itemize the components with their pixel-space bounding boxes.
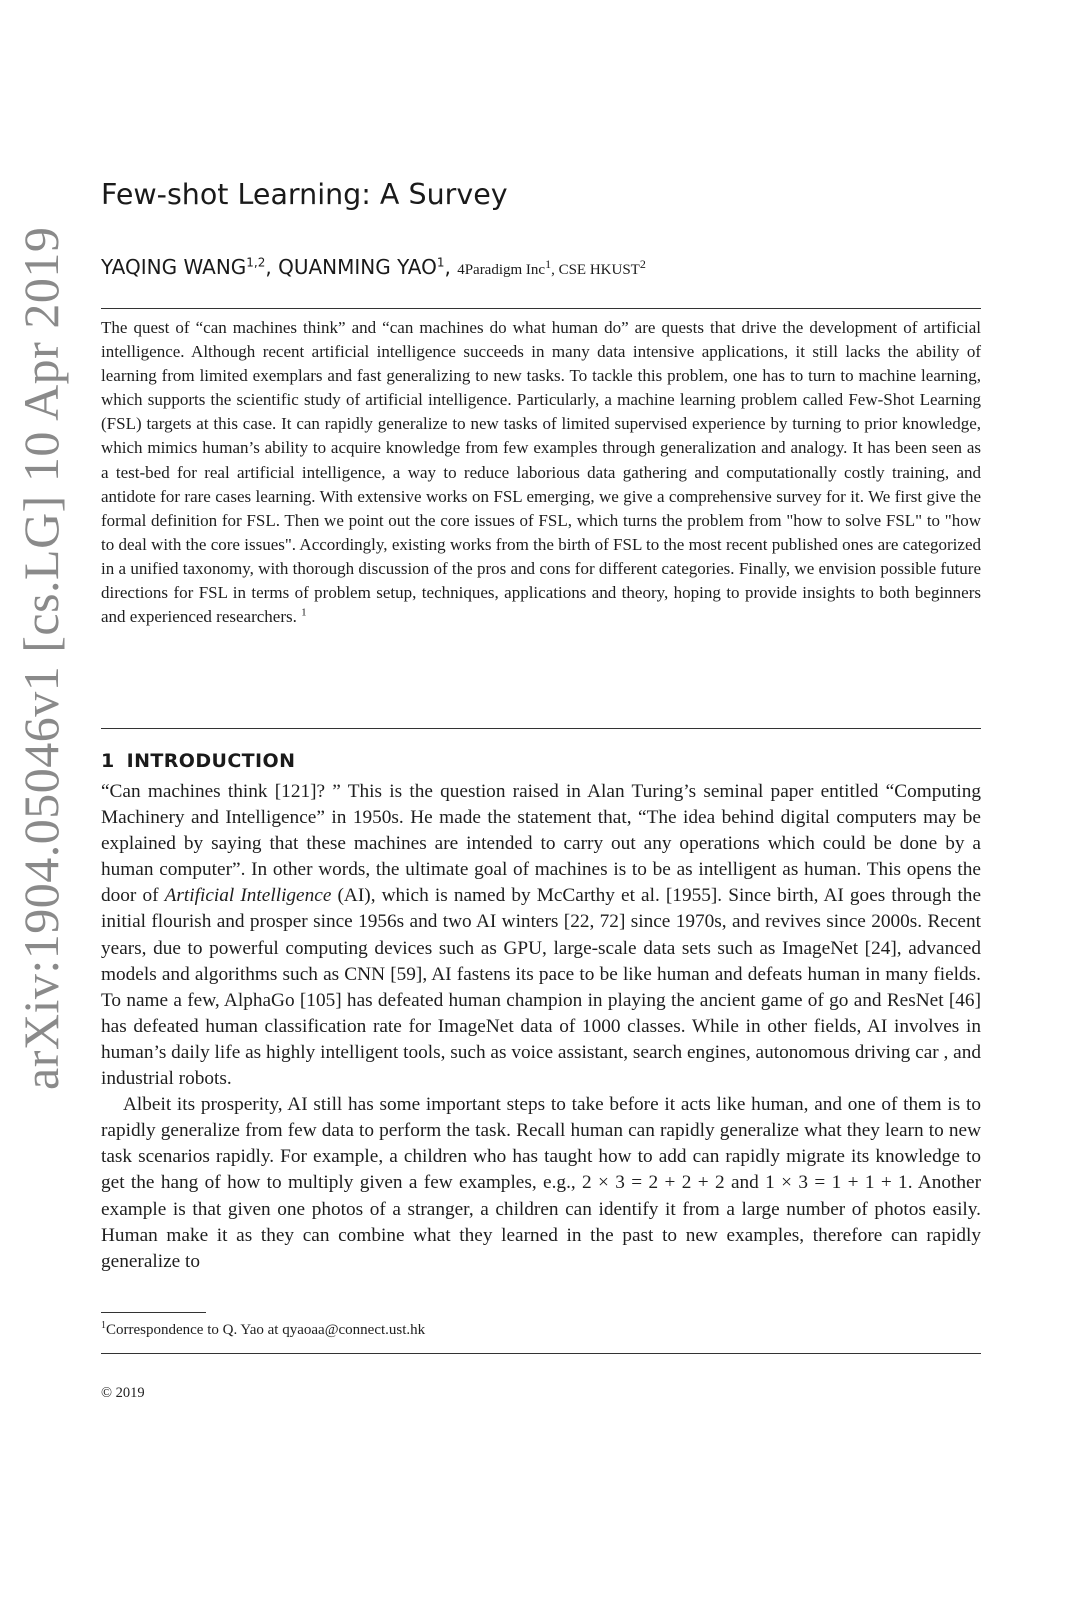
author-separator: , [265, 255, 279, 279]
body-paragraph: Albeit its prosperity, AI still has some important steps to take before it acts like human, and one of them is to rapidly generalize from few data to perform the task. Recall human can rapidly generalize what they learn to new task scenarios rapidly. For example, a children who has taught how to add can rapidly migrate its knowledge to get the hang of how to multiply given a few examples, e.g., 2 × 3 = 2 + 2 + 2 and 1 × 3 = 1 + 1 + 1. Another example is that given one photos of a stranger, a children can identify it from a large number of photos easily. Human make it as they can combine what they learned in the past to new examples, therefore can rapidly generalize to [101, 1094, 981, 1272]
abstract-text: The quest of “can machines think” and “can machines do what human do” are quests that drive the development of artificial intelligence. Although recent artificial intelligence succeeds in many data intensive applications, it still lacks the ability of learning from limited exemplars and fast generalizing to new tasks. To tackle this problem, one has to turn to machine learning, which supports the scientific study of artificial intelligence. Particularly, a machine learning problem called Few-Shot Learning (FSL) targets at this case. It can rapidly generalize to new tasks of limited supervised experience by turning to prior knowledge, which mimics human’s ability to acquire knowledge from few examples through generalization and analogy. It has been seen as a test-bed for real artificial intelligence, a way to reduce laborious data gathering and computationally costly training, and antidote for rare cases learning. With extensive works on FSL emerging, we give a comprehensive survey for it. We first give the formal definition for FSL. Then we point out the core issues of FSL, which turns the problem from "how to solve FSL" to "how to deal with the core issues". Accordingly, existing works from the birth of FSL to the most recent published ones are categorized in a unified taxonomy, with thorough discussion of the pros and cons for different categories. Finally, we envision possible future directions for FSL in terms of problem setup, techniques, applications and theory, hoping to provide insights to both beginners and experienced researchers. [101, 318, 981, 627]
arxiv-identifier-stamp: arXiv:1904.05046v1 [cs.LG] 10 Apr 2019 [13, 226, 69, 1090]
author-line [101, 255, 646, 279]
paragraph-text: (AI), which is named by McCarthy et al. [1955]. Since birth, AI goes through the initial flourish and prosper since 1956s and two AI winters [22, 72] since 1970s, and revives since 2000s. Recent years, due to powerful computing devices such as GPU, large-scale data sets such as ImageNet [24], advanced models and algorithms such as CNN [59], AI fastens its pace to be like human and defeats human in many fields. To name a few, AlphaGo [105] has defeated human champion in playing the ancient game of go and ResNet [46] has defeated human classification rate for ImageNet data of 1000 classes. While in other fields, AI involves in human’s daily life as highly intelligent tools, such as voice assistant, search engines, autonomous driving car , and industrial robots. [101, 885, 982, 1090]
author-separator: , [444, 255, 458, 279]
section-title: INTRODUCTION [126, 750, 296, 772]
body-paragraph [101, 779, 981, 1092]
footnote-rule [101, 1312, 206, 1313]
introduction-body [101, 779, 981, 1275]
section-number: 1 [101, 750, 115, 772]
abstract-footnote-mark: 1 [301, 606, 307, 619]
affiliation-mark: 1 [545, 257, 552, 271]
footer-rule [101, 1353, 981, 1354]
affiliation-name: 4Paradigm Inc [457, 262, 546, 278]
paper-title: Few-shot Learning: A Survey [101, 178, 508, 211]
abstract-top-rule [101, 308, 981, 309]
author-affiliation-mark: 1,2 [246, 255, 266, 270]
emphasized-term: Artificial Intelligence [164, 885, 332, 907]
section-heading [101, 750, 295, 772]
footnote-mark: 1 [101, 1320, 106, 1331]
paragraph-text: “Can machines think [121]? ” This is the question raised in Alan Turing’s seminal paper entitled “Computing Machinery and Intelligence” in 1950s. He made the statement that, “The idea behind digital computers may be explained by saying that these machines are intended to carry out any operations which could be done by a human computer”. In other words, the ultimate goal of machines is to be as intelligent as human. This opens the door of [101, 781, 981, 907]
author-name: QUANMING YAO [278, 255, 437, 279]
affiliation-name: CSE HKUST [558, 262, 640, 278]
footnote-text: Correspondence to Q. Yao at qyaoaa@connect.ust.hk [106, 1322, 426, 1338]
affiliation-mark: 2 [639, 257, 646, 271]
copyright-notice: © 2019 [101, 1385, 145, 1401]
affiliations [457, 257, 646, 278]
author-name: YAQING WANG [101, 255, 247, 279]
abstract [101, 316, 981, 629]
affiliation-separator: , [551, 262, 559, 278]
author-affiliation-mark: 1 [436, 255, 445, 270]
footnote [101, 1320, 425, 1339]
abstract-bottom-rule [101, 728, 981, 729]
